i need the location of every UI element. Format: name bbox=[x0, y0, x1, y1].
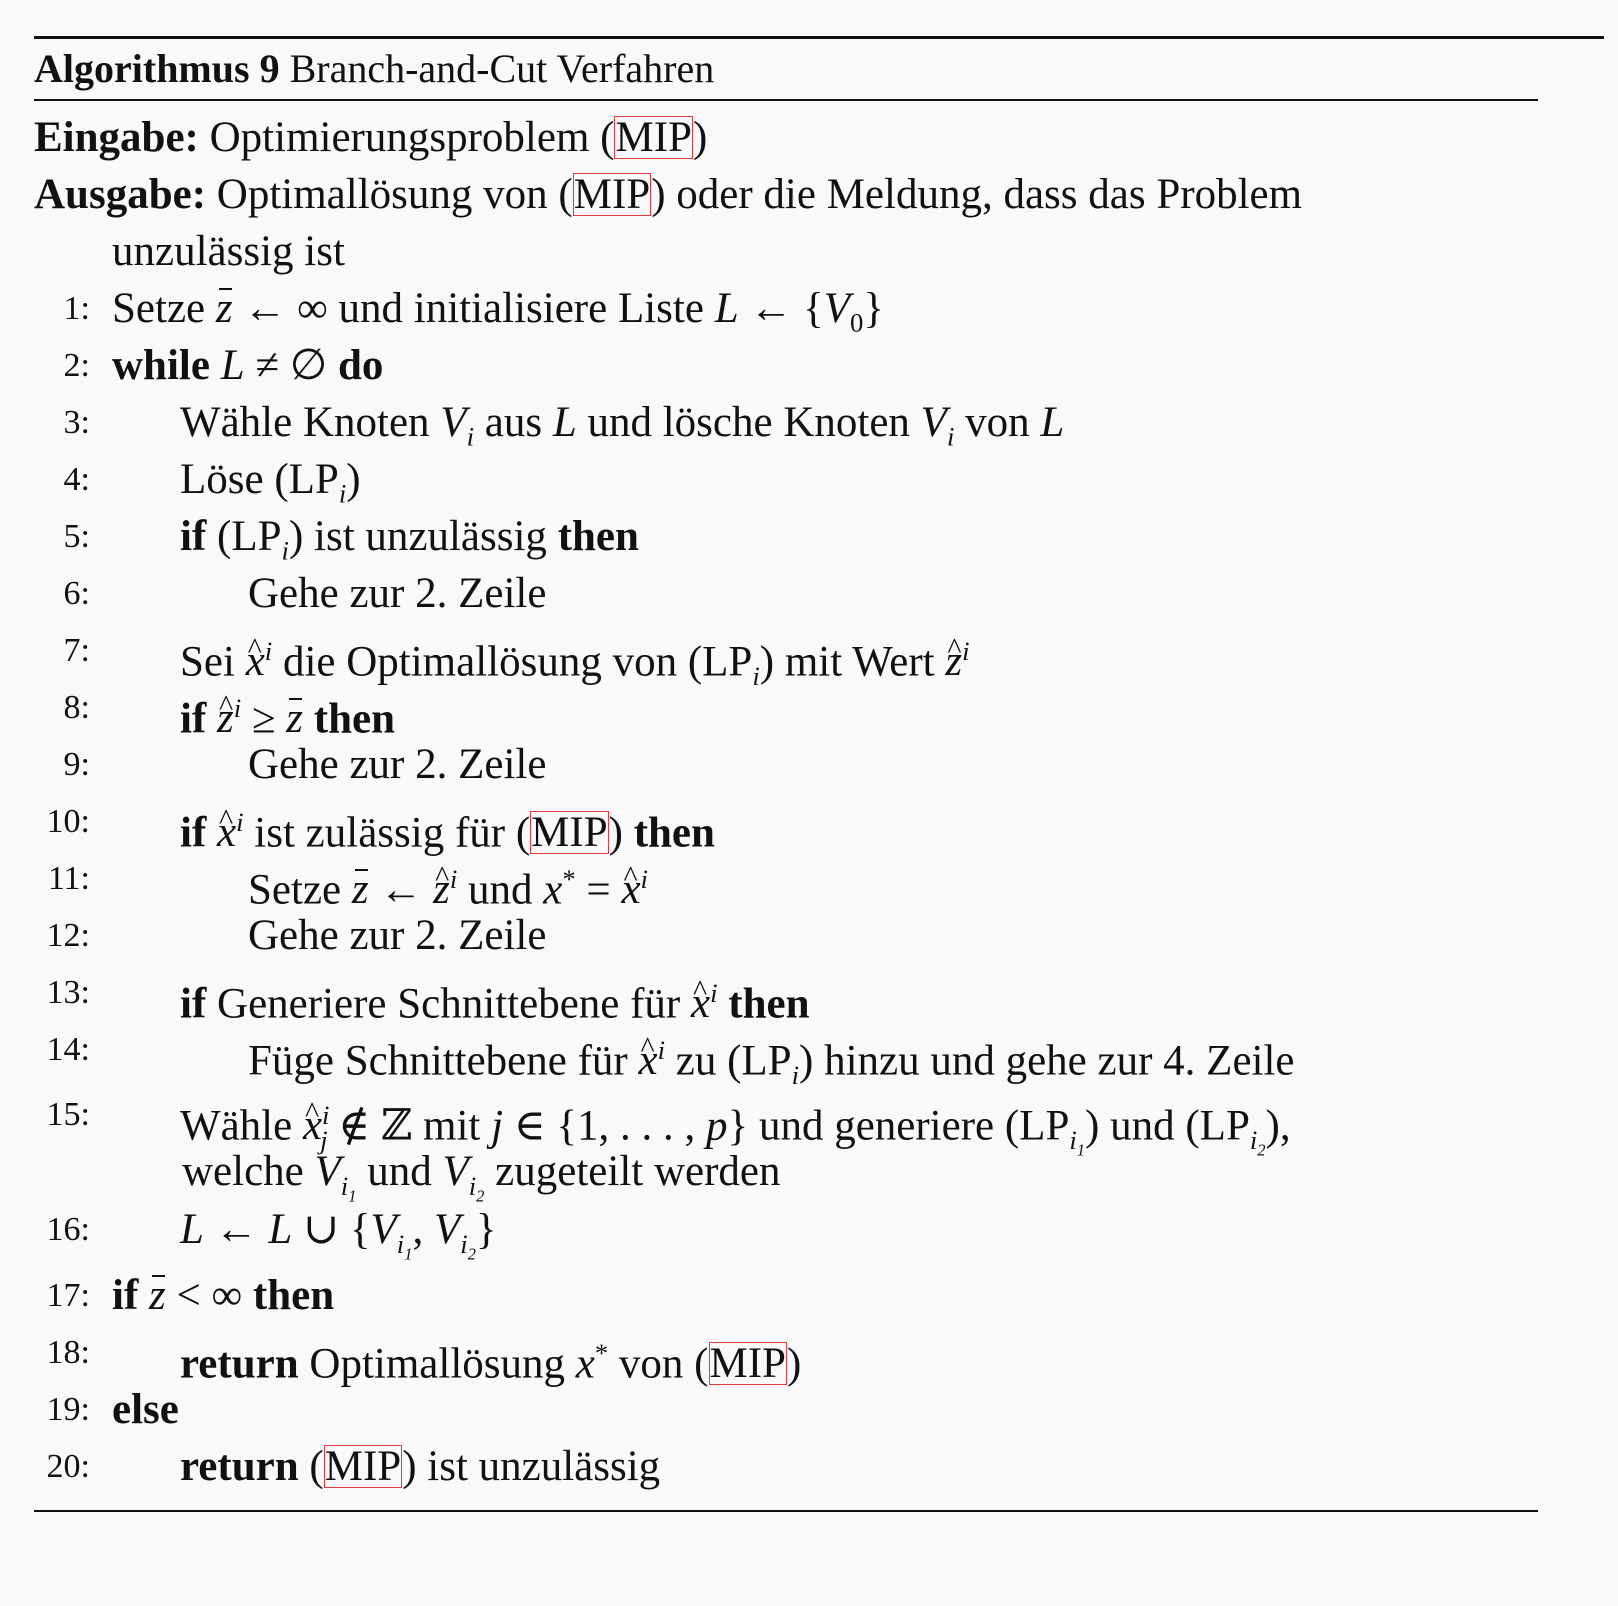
line-number: 17: bbox=[46, 1277, 90, 1314]
line-number: 3: bbox=[63, 404, 90, 441]
output-line-continued: unzulässig ist bbox=[112, 228, 345, 275]
algorithm-block bbox=[34, 36, 1604, 1573]
line-text: welche $V_{i_1}$ und $V_{i_2}$ zugeteilt werden bbox=[182, 1148, 781, 1205]
line-text: Löse $(LP_i)$ bbox=[180, 456, 361, 509]
line-number: 4: bbox=[63, 461, 90, 498]
line-number: 19: bbox=[46, 1391, 90, 1428]
line-number: 5: bbox=[63, 518, 90, 555]
output-label: Ausgabe: bbox=[34, 171, 207, 218]
line-number: 9: bbox=[63, 746, 90, 783]
output-line bbox=[34, 166, 1302, 224]
line-text: while L ≠ ∅ do bbox=[112, 342, 384, 389]
line-text: Wähle Knoten $V_i$ aus L und lösche Knoten $V_i$ von L bbox=[180, 399, 1065, 452]
algo-line-1 bbox=[34, 280, 1538, 338]
mip-reference[interactable]: MIP bbox=[615, 114, 692, 161]
caption-title: Branch-and-Cut Verfahren bbox=[289, 46, 715, 91]
line-text: Sei ^ $x^i$ die Optimallösung von $(LP_i)$ mit Wert ^ $z^i$ bbox=[180, 622, 970, 705]
line-number: 18: bbox=[46, 1334, 90, 1371]
line-text: Füge Schnittebene für ^ $x^i$ zu $(LP_i)$ hinzu und gehe zur 4. Zeile bbox=[248, 1021, 1295, 1104]
line-number: 15: bbox=[46, 1096, 90, 1133]
caption-label: Algorithmus 9 bbox=[34, 46, 280, 91]
line-number: 12: bbox=[46, 917, 90, 954]
line-text: Wähle ^ $x^i_j$ ∉ ℤ mit j ∈ {1, . . . , p} und generiere $(LP_{i_1})$ und $(LP_{i_2})$, bbox=[180, 1086, 1291, 1179]
line-text: L ← L ∪ {$V_{i_1}$, $V_{i_2}$} bbox=[180, 1206, 497, 1263]
line-number: 7: bbox=[63, 632, 90, 669]
input-label: Eingabe: bbox=[34, 114, 199, 161]
line-text: Setze z ← ∞ und initialisiere Liste L ← $\{V_0\}$ bbox=[112, 280, 884, 352]
line-text: Gehe zur 2. Zeile bbox=[248, 570, 547, 617]
input-text: Optimierungsproblem (MIP) bbox=[209, 114, 708, 161]
line-text: if z < ∞ then bbox=[112, 1267, 334, 1325]
input-line bbox=[34, 109, 707, 167]
mip-reference[interactable]: MIP bbox=[324, 1443, 402, 1490]
line-number: 6: bbox=[63, 575, 90, 612]
line-text: if ^ $z^i \ge z$ then bbox=[180, 679, 395, 748]
line-number: 16: bbox=[46, 1211, 90, 1248]
mip-reference[interactable]: MIP bbox=[573, 171, 651, 218]
line-number: 10: bbox=[46, 803, 90, 840]
line-text: return Optimallösung x* von (MIP) bbox=[180, 1338, 802, 1388]
line-text: Gehe zur 2. Zeile bbox=[248, 912, 547, 959]
mip-reference[interactable]: MIP bbox=[531, 809, 608, 857]
line-text: return (MIP) ist unzulässig bbox=[180, 1443, 661, 1490]
line-number: 13: bbox=[46, 974, 90, 1011]
output-text: Optimallösung von (MIP) oder die Meldung, dass das Problem bbox=[216, 171, 1303, 218]
line-number: 2: bbox=[63, 347, 90, 384]
line-text: Setze z ← ^ $z^i$ und x* = ^ $x^i$ bbox=[248, 850, 648, 919]
mip-reference[interactable]: MIP bbox=[709, 1340, 786, 1388]
algorithm-body bbox=[34, 101, 1604, 1573]
line-text: if $(LP_i)$ ist unzulässig then bbox=[180, 513, 639, 566]
line-number: 1: bbox=[63, 290, 90, 327]
line-text: else bbox=[112, 1386, 179, 1433]
line-number: 8: bbox=[63, 689, 90, 726]
line-number: 11: bbox=[47, 860, 90, 897]
algorithm-caption bbox=[34, 39, 1604, 99]
line-text: if ^ $x^i$ ist zulässig für (MIP) then bbox=[180, 793, 715, 862]
line-number: 14: bbox=[46, 1031, 90, 1068]
line-text: if Generiere Schnittebene für ^ $x^i$ then bbox=[180, 964, 809, 1033]
line-text: Gehe zur 2. Zeile bbox=[248, 741, 547, 788]
line-number: 20: bbox=[46, 1448, 90, 1485]
bottom-rule bbox=[34, 1510, 1538, 1512]
